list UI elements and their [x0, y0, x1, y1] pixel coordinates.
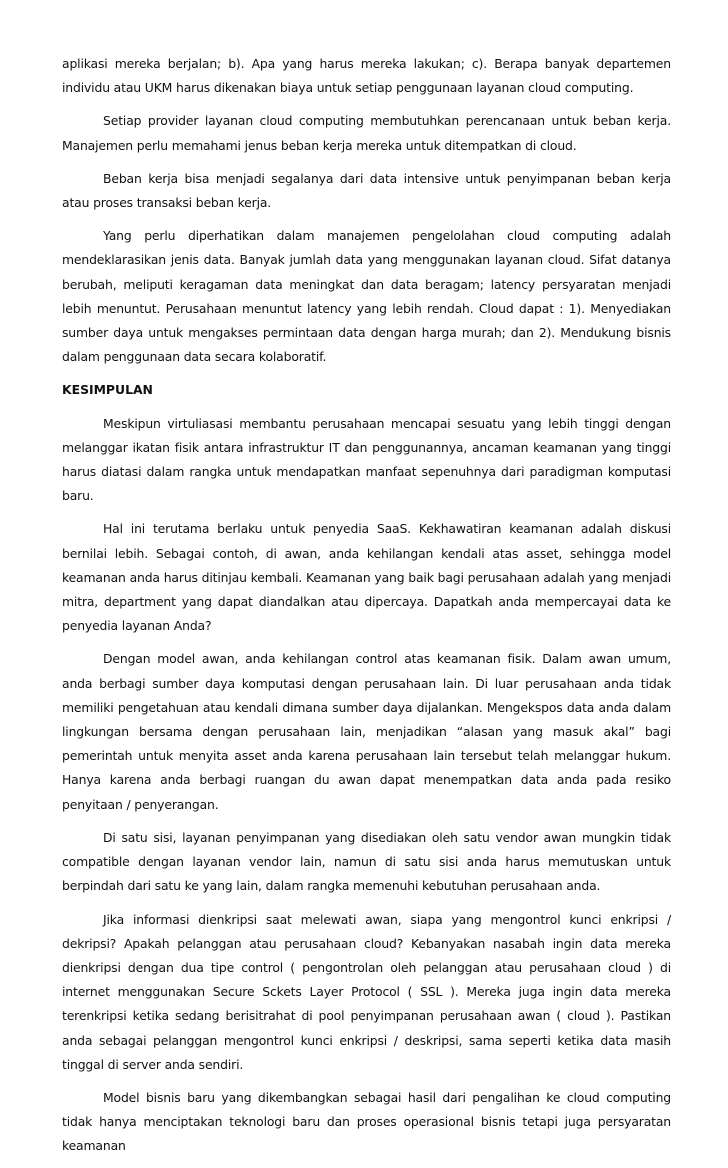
paragraph-data-management: Yang perlu diperhatikan dalam manajemen pengelolahan cloud computing adalah mendeklarasikan jenis data. Banyak jumlah data yang menggunakan layanan cloud. Sifat datanya berubah, meliputi keragaman data meningkat dan data beragam; latency persyaratan menjadi lebih menuntut. Perusahaan menuntut latency yang lebih rendah. Cloud dapat : 1). Menyediakan sumber daya untuk mengakses permintaan data dengan harga murah; dan 2). Mendukung bisnis dalam penggunaan data secara kolaboratif. — [62, 228, 671, 365]
section-heading-kesimpulan: KESIMPULAN — [62, 382, 153, 398]
paragraph-workload-types: Beban kerja bisa menjadi segalanya dari data intensive untuk penyimpanan beban kerja atau proses transaksi beban kerja. — [62, 170, 671, 211]
document-page — [62, 52, 671, 1168]
paragraph-business-model: Model bisnis baru yang dikembangkan sebagai hasil dari pengalihan ke cloud computing tidak hanya menciptakan teknologi baru dan proses operasional bisnis tetapi juga persyaratan keamanan — [62, 1089, 671, 1154]
paragraph-virtualization: Meskipun virtuliasasi membantu perusahaan mencapai sesuatu yang lebih tinggi dengan melanggar ikatan fisik antara infrastruktur IT dan penggunannya, ancaman keamanan yang tinggi harus diatasi dalam rangka untuk mendapatkan manfaat sepenuhnya dari paradigman komputasi baru. — [62, 415, 671, 504]
paragraph-saas-security: Hal ini terutama berlaku untuk penyedia SaaS. Kekhawatiran keamanan adalah diskusi bernilai lebih. Sebagai contoh, di awan, anda kehilangan kendali atas asset, sehingga model keamanan anda harus ditinjau kembali. Keamanan yang baik bagi perusahaan adalah yang menjadi mitra, department yang dapat diandalkan atau dipercaya. Dapatkah anda mempercayai data ke penyedia layanan Anda? — [62, 521, 671, 634]
paragraph-vendor-compatibility: Di satu sisi, layanan penyimpanan yang disediakan oleh satu vendor awan mungkin tidak compatible dengan layanan vendor lain, namun di satu sisi anda harus memutuskan untuk berpindah dari satu ke yang lain, dalam rangka memenuhi kebutuhan perusahaan anda. — [62, 829, 671, 894]
paragraph-encryption-keys: Jika informasi dienkripsi saat melewati awan, siapa yang mengontrol kunci enkripsi / dekripsi? Apakah pelanggan atau perusahaan cloud? Kebanyakan nasabah ingin data mereka dienkripsi dengan dua tipe control ( pengontrolan oleh pelanggan atau perusahaan cloud ) di internet menggunakan Secure Sckets Layer Protocol ( SSL ). Mereka juga ingin data mereka terenkripsi ketika sedang berisitrahat di pool penyimpanan perusahaan awan ( cloud ). Pastikan anda sebagai pelanggan mengontrol kunci enkripsi / deskripsi, sama seperti ketika data masih tinggal di server anda sendiri. — [62, 911, 671, 1072]
paragraph-workload-planning: Setiap provider layanan cloud computing membutuhkan perencanaan untuk beban kerja. Manajemen perlu memahami jenus beban kerja mereka untuk ditempatkan di cloud. — [62, 113, 671, 153]
paragraph-physical-security: Dengan model awan, anda kehilangan control atas keamanan fisik. Dalam awan umum, anda berbagi sumber daya komputasi dengan perusahaan lain. Di luar perusahaan anda tidak memiliki pengetahuan atau kendali dimana sumber daya dijalankan. Mengekspos data anda dalam lingkungan bersama dengan perusahaan lain, menjadikan “alasan yang masuk akal” bagi pemerintah untuk menyita asset anda karena perusahaan lain tersebut telah melanggar hukum. Hanya karena anda berbagi ruangan du awan dapat menempatkan data anda pada resiko penyitaan / penyerangan. — [62, 651, 671, 812]
paragraph-continuation: aplikasi mereka berjalan; b). Apa yang harus mereka lakukan; c). Berapa banyak departemen individu atau UKM harus dikenakan biaya untuk setiap penggunaan layanan cloud computing. — [62, 56, 671, 96]
